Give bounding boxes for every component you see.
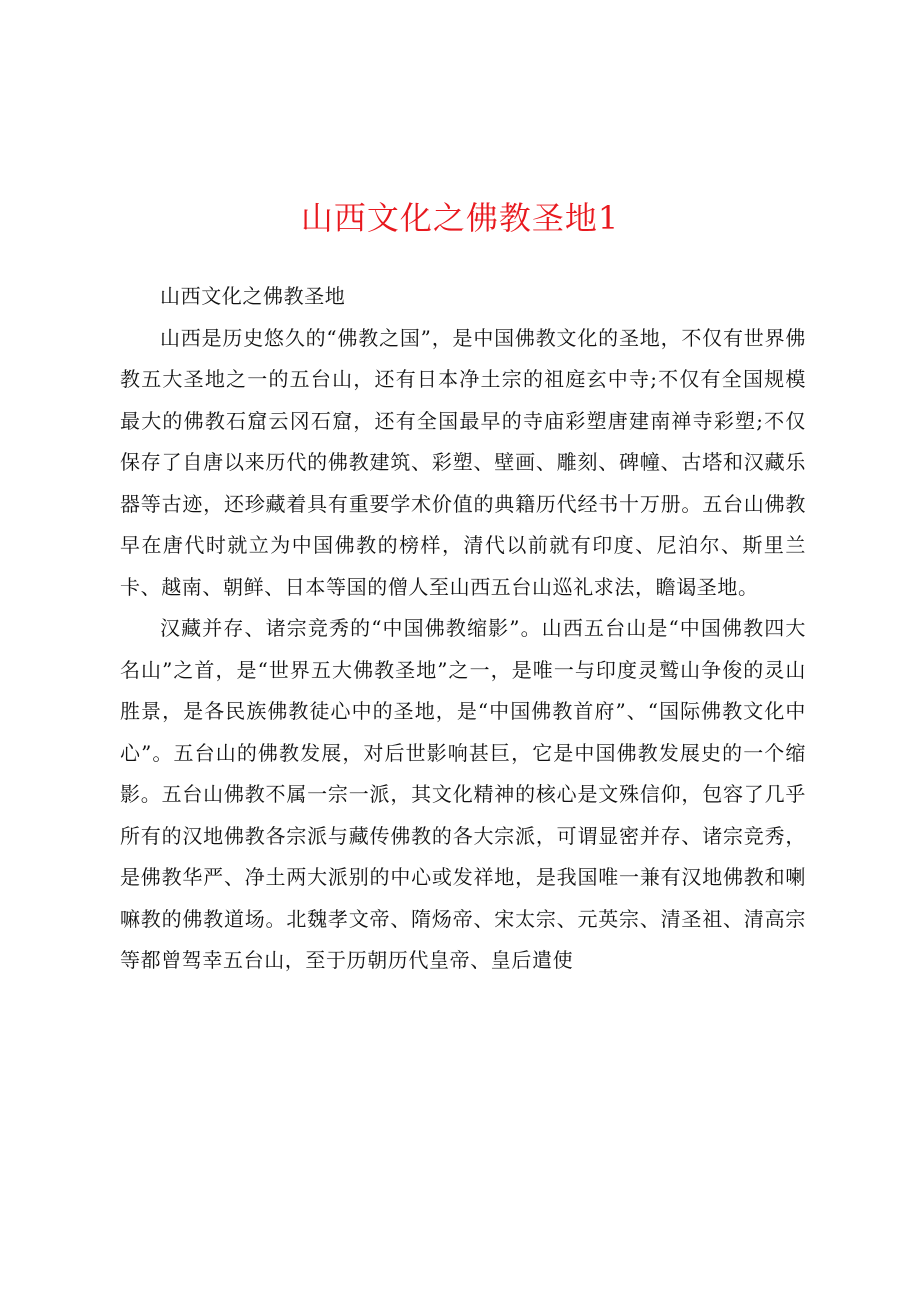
document-body — [120, 276, 806, 982]
paragraph-intro: 山西是历史悠久的“佛教之国”，是中国佛教文化的圣地，不仅有世界佛教五大圣地之一的五台山，还有日本净土宗的祖庭玄中寺;不仅有全国规模最大的佛教石窟云冈石窟，还有全国最早的寺庙彩塑唐建南禅寺彩塑;不仅保存了自唐以来历代的佛教建筑、彩塑、壁画、雕刻、碑幢、古塔和汉藏乐器等古迹，还珍藏着具有重要学术价值的典籍历代经书十万册。五台山佛教早在唐代时就立为中国佛教的榜样，清代以前就有印度、尼泊尔、斯里兰卡、越南、朝鲜、日本等国的僧人至山西五台山巡礼求法，瞻谒圣地。 — [120, 325, 806, 599]
paragraph-wutaishan: 汉藏并存、诸宗竞秀的“中国佛教缩影”。山西五台山是“中国佛教四大名山”之首，是“世界五大佛教圣地”之一，是唯一与印度灵鹫山争俊的灵山胜景，是各民族佛教徒心中的圣地，是“中国佛教首府”、“国际佛教文化中心”。五台山的佛教发展，对后世影响甚巨，它是中国佛教发展史的一个缩影。五台山佛教不属一宗一派，其文化精神的核心是文殊信仰，包容了几乎所有的汉地佛教各宗派与藏传佛教的各大宗派，可谓显密并存、诸宗竞秀，是佛教华严、净土两大派别的中心或发祥地，是我国唯一兼有汉地佛教和喇嘛教的佛教道场。北魏孝文帝、隋炀帝、宋太宗、元英宗、清圣祖、清高宗等都曾驾幸五台山，至于历朝历代皇帝、皇后遣使 — [120, 616, 806, 972]
paragraph-subtitle: 山西文化之佛教圣地 — [160, 284, 346, 308]
document-title: 山西文化之佛教圣地1 — [300, 199, 620, 237]
